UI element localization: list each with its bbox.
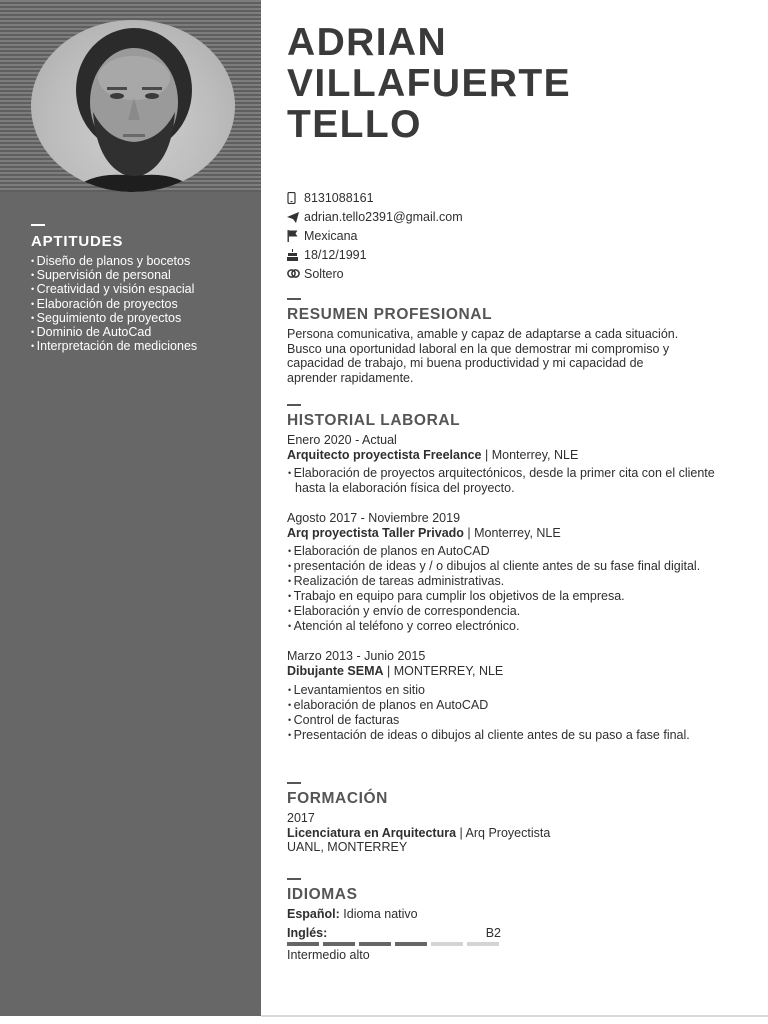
contact-list [287,189,727,283]
rings-icon [287,268,304,280]
job-date: Marzo 2013 - Junio 2015 [287,649,426,664]
nationality-text: Mexicana [304,228,358,243]
language-level-bar [287,942,747,946]
job-date: Agosto 2017 - Noviembre 2019 [287,511,461,526]
job-entry [287,433,747,496]
job-entry [287,511,747,634]
name-line: ADRIAN [287,21,448,64]
list-item: • Interpretación de mediciones [31,339,256,353]
section-divider [287,298,301,300]
section-divider [31,224,45,226]
language-code: B2 [485,926,501,940]
list-item: • Trabajo en equipo para cumplir los objetivos de la empresa. [287,589,747,604]
contact-email [287,208,727,227]
education-year: 2017 [287,811,315,825]
summary-line: Persona comunicativa, amable y capaz de adaptarse a cada situación. [287,327,679,341]
phone-text: 8131088161 [304,191,374,206]
level-segment-filled [287,942,319,946]
work-history-title: HISTORIAL LABORAL [287,412,461,429]
contact-phone [287,189,727,208]
job-role: Dibujante SEMA [287,663,384,678]
sidebar [0,0,261,1016]
phone-icon [287,192,304,204]
profile-photo [31,20,235,192]
job-bullets [287,544,747,634]
job-date: Enero 2020 - Actual [287,433,397,447]
name-line: TELLO [287,103,422,146]
languages-title: IDIOMAS [287,886,358,903]
job-place: | Monterrey, NLE [481,447,579,462]
send-icon [287,211,304,223]
list-item: • Levantamientos en sitio [287,683,747,698]
education-school: UANL, MONTERREY [287,840,408,855]
job-title [287,664,747,679]
job-role: Arquitecto proyectista Freelance [287,447,482,462]
language-level: Idioma nativo [339,907,418,921]
work-history-section [287,404,747,758]
summary-line: capacidad de trabajo, mi buena productividad y mi capacidad de [287,356,644,371]
language-english [287,926,501,941]
skills-section [31,224,256,353]
marital-status-text: Soltero [304,266,344,281]
level-segment-filled [395,942,427,946]
list-item: • Elaboración de planos en AutoCAD [287,544,747,559]
list-item: • Supervisión de personal [31,268,256,282]
email-text: adrian.tello2391@gmail.com [304,210,463,225]
summary-line: Busco una oportunidad laboral en la que demostrar mi compromiso y [287,341,670,356]
contact-nationality [287,227,727,246]
list-item: • Dominio de AutoCad [31,325,256,339]
job-title [287,526,747,541]
list-item: • Elaboración y envío de correspondencia. [287,604,747,619]
list-item: • presentación de ideas y / o dibujos al cliente antes de su fase final digital. [287,559,747,574]
level-segment-filled [359,942,391,946]
language-level-text: Intermedio alto [287,948,370,962]
list-item: • Control de facturas [287,713,747,728]
level-segment-filled [323,942,355,946]
job-bullets [287,466,747,496]
section-divider [287,878,301,880]
flag-icon [287,230,304,242]
header [287,22,747,145]
job-entry [287,649,747,742]
contact-birthdate [287,245,727,264]
skills-title: APTITUDES [31,233,124,250]
cake-icon [287,249,304,261]
degree-name: Licenciatura en Arquitectura [287,825,457,840]
list-item: • Presentación de ideas o dibujos al cliente antes de su paso a fase final. [287,728,747,743]
name-line: VILLAFUERTE [287,62,572,105]
list-item: • elaboración de planos en AutoCAD [287,698,747,713]
portrait-icon [31,20,235,192]
summary-section [287,298,747,385]
contact-marital-status [287,264,727,283]
section-divider [287,404,301,406]
list-item: • Realización de tareas administrativas. [287,574,747,589]
language-spanish [287,907,747,922]
job-role: Arq proyectista Taller Privado [287,525,464,540]
list-item: • Creatividad y visión espacial [31,282,256,296]
list-item: • Elaboración de proyectos [31,297,256,311]
language-label: Español: [287,907,340,921]
level-segment-empty [467,942,499,946]
summary-line: aprender rapidamente. [287,370,414,385]
job-place: | Monterrey, NLE [463,525,561,540]
education-section [287,782,747,855]
language-label: Inglés: [287,926,328,940]
education-title: FORMACIÓN [287,790,388,807]
bottom-border [261,1015,768,1017]
education-degree [287,826,747,841]
level-segment-empty [431,942,463,946]
summary-title: RESUMEN PROFESIONAL [287,306,493,323]
degree-detail: | Arq Proyectista [456,825,551,840]
list-item: • Seguimiento de proyectos [31,311,256,325]
job-place: | MONTERREY, NLE [383,663,504,678]
list-item: • Atención al teléfono y correo electrónico. [287,619,747,634]
birthdate-text: 18/12/1991 [304,247,367,262]
list-item: • Diseño de planos y bocetos [31,254,256,268]
skills-list [31,254,256,353]
section-divider [287,782,301,784]
list-item: • Elaboración de proyectos arquitectónicos, desde la primer cita con el cliente hasta la elaboración física del proyecto. [287,466,747,496]
languages-section [287,878,747,963]
job-bullets [287,683,747,743]
job-title [287,448,747,463]
